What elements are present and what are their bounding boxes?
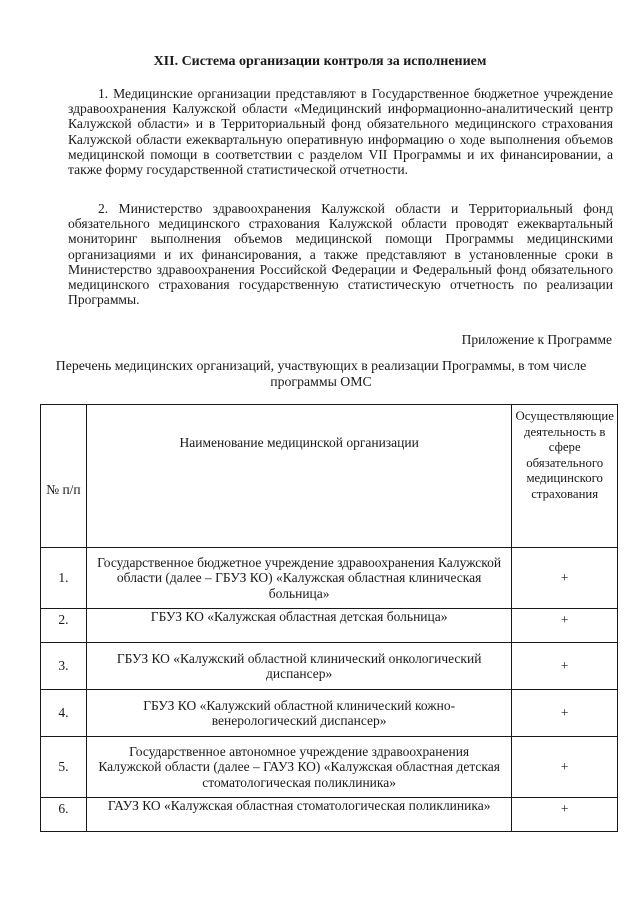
table-header-row [41,405,618,548]
row-num: 6. [41,798,87,832]
row-num: 4. [41,690,87,737]
header-num: № п/п [41,405,87,548]
row-num: 3. [41,643,87,690]
appendix-label: Приложение к Программе [461,332,612,347]
table-row [41,609,618,643]
row-name: ГБУЗ КО «Калужский областной клинический кожно-венерологический диспансер» [86,690,512,737]
row-oms-mark: + [512,548,618,609]
row-oms-mark: + [512,737,618,798]
table-row [41,737,618,798]
header-name: Наименование медицинской организации [86,405,512,548]
row-num: 2. [41,609,87,643]
section-title: XII. Система организации контроля за исполнением [153,54,487,69]
paragraph-2: 2. Министерство здравоохранения Калужской области и Территориальный фонд обязательного медицинского страхования Калужской области проводят ежеквартальный мониторинг выполнения объемов медицинской помощи Программы медицинскими организациями и их финансирования, а также представляют в установленные сроки в Министерство здравоохранения Российской Федерации и Федеральный фонд обязательного медицинского страхования государственную статистическую отчетность по реализации Программы. [68,201,613,308]
row-name: ГБУЗ КО «Калужская областная детская больница» [86,609,512,643]
table-row [41,690,618,737]
row-name: Государственное бюджетное учреждение здравоохранения Калужской области (далее – ГБУЗ КО) «Калужская областная клиническая больница» [86,548,512,609]
paragraph-1: 1. Медицинские организации представляют в Государственное бюджетное учреждение здравоохранения Калужской области «Медицинский информационно-аналитический центр Калужской области» и в Территориальный фонд обязательного медицинского страхования Калужской области ежеквартальную оперативную информацию о ходе выполнения объемов медицинской помощи в соответствии с разделом VII Программы и их финансировании, а также форму государственной статистической отчетности. [68,86,613,178]
row-name: Государственное автономное учреждение здравоохранения Калужской области (далее – ГАУЗ КО) «Калужская областная детская стоматологическая поликлиника» [86,737,512,798]
row-name: ГАУЗ КО «Калужская областная стоматологическая поликлиника» [86,798,512,832]
row-name: ГБУЗ КО «Калужский областной клинический онкологический диспансер» [86,643,512,690]
row-num: 1. [41,548,87,609]
table-row [41,643,618,690]
list-title: Перечень медицинских организаций, участвующих в реализации Программы, в том числе программы ОМС [55,358,587,389]
row-oms-mark: + [512,798,618,832]
row-oms-mark: + [512,609,618,643]
row-num: 5. [41,737,87,798]
header-oms: Осуществляющие деятельность в сфере обязательного медицинского страхования [512,405,618,548]
row-oms-mark: + [512,690,618,737]
table-row [41,798,618,832]
row-oms-mark: + [512,643,618,690]
organizations-table [40,404,618,832]
table-row [41,548,618,609]
